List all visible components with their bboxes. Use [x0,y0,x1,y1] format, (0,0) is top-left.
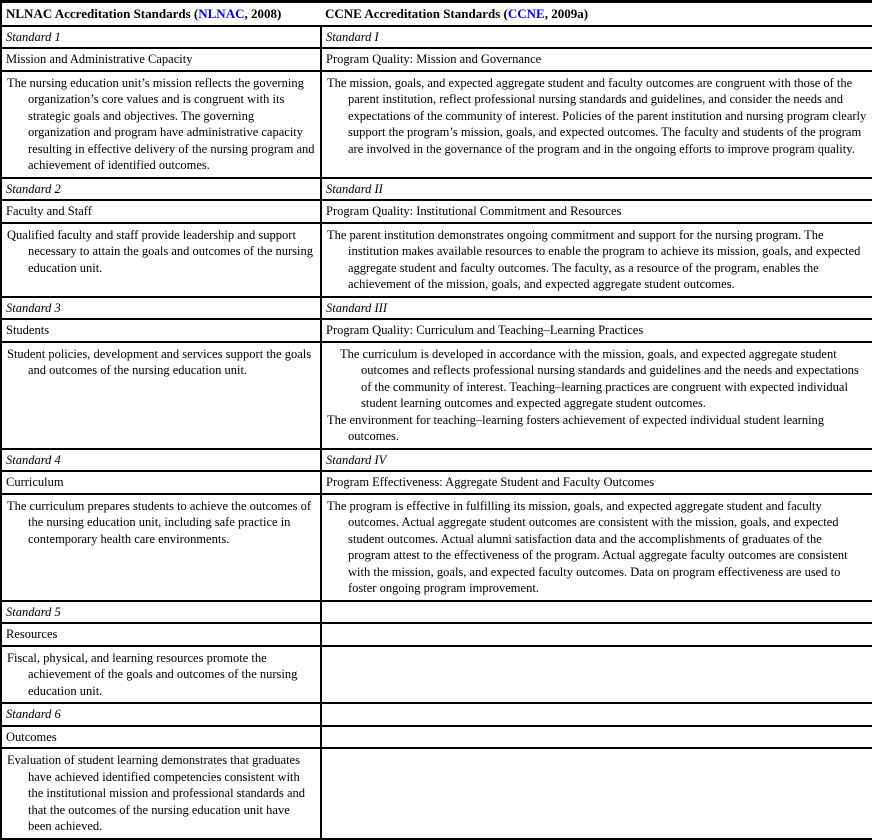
ccne-standard-3-title: Program Quality: Curriculum and Teaching–Learning Practices [321,319,872,342]
nlnac-header-cell [1,2,321,26]
standard-number-row [1,703,872,726]
nlnac-standard-5-title: Resources [1,623,321,646]
nlnac-citation-link[interactable]: NLNAC [198,5,245,21]
ccne-standard-4-title: Program Effectiveness: Aggregate Student and Faculty Outcomes [321,471,872,494]
ccne-standard-4-body [321,494,872,601]
ccne-header-cell [321,2,872,26]
standard-number-row [1,449,872,472]
ccne-standard-1-title: Program Quality: Mission and Governance [321,48,872,71]
standard-body-row [1,223,872,297]
ccne-standard-3-body [321,342,872,449]
ccne-standard-2-body [321,223,872,297]
standard-title-row [1,319,872,342]
standard-body-row [1,646,872,704]
body-paragraph: The nursing education unit’s mission reflects the governing organization’s core values and is congruent with its strategic goals and objectives. The governing organization and program have administrative capacity resulting in effective delivery of the nursing program and achievement of identified outcomes. [7,75,315,172]
ccne-standard-3-label: Standard III [321,297,872,320]
ccne-header-suffix: , 2009a) [544,5,589,21]
nlnac-standard-2-body [1,223,321,297]
nlnac-standard-5-body [1,646,321,704]
body-paragraph: The parent institution demonstrates ongoing commitment and support for the nursing program. The institution makes available resources to enable the program to achieve its mission, goals, and expected aggregate student and faculty outcomes. The faculty, as a resource of the program, enables the achievement of the mission, goals, and expected aggregate student outcomes. [327,227,861,291]
standard-title-row [1,471,872,494]
nlnac-standard-4-body [1,494,321,601]
body-paragraph: Qualified faculty and staff provide leadership and support necessary to attain the goals and outcomes of the nursing education unit. [7,227,313,275]
ccne-standard-5-title [321,623,872,646]
nlnac-header-prefix: NLNAC Accreditation Standards ( [6,5,199,21]
table-header-row [1,2,872,26]
standard-number-row [1,26,872,49]
nlnac-standard-6-body [1,748,321,839]
standard-number-row [1,297,872,320]
ccne-citation-link[interactable]: CCNE [507,5,545,21]
standard-title-row [1,200,872,223]
body-paragraph: The program is effective in fulfilling its mission, goals, and expected aggregate student and faculty outcomes. Actual aggregate student outcomes are consistent with the mission, goals, and expected student outcomes. Actual alumni satisfaction data and the accomplishments of graduates of the program attest to the effectiveness of the program. Actual aggregate faculty outcomes are consistent with the mission, goals, and expected faculty outcomes. Data on program effectiveness are used to foster ongoing program improvement. [327,498,848,595]
standard-body-row [1,748,872,839]
nlnac-standard-4-title: Curriculum [1,471,321,494]
standard-body-row [1,342,872,449]
standard-number-row [1,601,872,624]
body-paragraph: The environment for teaching–learning fosters achievement of expected individual student learning outcomes. [327,412,825,443]
ccne-standard-5-label [321,601,872,624]
nlnac-standard-5-label: Standard 5 [1,601,321,624]
nlnac-standard-1-body [1,71,321,178]
nlnac-standard-4-label: Standard 4 [1,449,321,472]
body-paragraph: The curriculum is developed in accordance with the mission, goals, and expected aggregate student outcomes and reflects professional nursing standards and guidelines and the needs and expectations of the community of interest. Teaching–learning practices are congruent with expected individual student learning outcomes and expected aggregate student outcomes. [340,346,859,410]
nlnac-standard-1-title: Mission and Administrative Capacity [1,48,321,71]
nlnac-header-suffix: , 2008) [244,5,282,21]
nlnac-standard-6-label: Standard 6 [1,703,321,726]
ccne-header-prefix: CCNE Accreditation Standards ( [325,5,508,21]
nlnac-standard-3-title: Students [1,319,321,342]
body-paragraph: Fiscal, physical, and learning resources promote the achievement of the goals and outcomes of the nursing education unit. [7,650,298,698]
ccne-standard-2-title: Program Quality: Institutional Commitment and Resources [321,200,872,223]
body-paragraph: The curriculum prepares students to achieve the outcomes of the nursing education unit, including safe practice in contemporary health care environments. [7,498,312,546]
ccne-standard-6-body [321,748,872,839]
body-paragraph: Student policies, development and services support the goals and outcomes of the nursing education unit. [7,346,312,377]
standard-title-row [1,48,872,71]
standard-body-row [1,494,872,601]
standard-number-row [1,178,872,201]
standard-body-row [1,71,872,178]
nlnac-standard-6-title: Outcomes [1,726,321,749]
body-paragraph: The mission, goals, and expected aggregate student and faculty outcomes are congruent with those of the parent institution, reflect professional nursing standards and guidelines, and consider the needs and expectations of the community of interest. Policies of the parent institution and nursing program clearly support the program’s mission, goals, and expected outcomes. The faculty and students of the program are involved in the governance of the program and in the ongoing efforts to improve program quality. [327,75,867,156]
nlnac-standard-2-label: Standard 2 [1,178,321,201]
body-paragraph: Evaluation of student learning demonstrates that graduates have achieved identified competencies consistent with the institutional mission and professional standards and that the outcomes of the nursing education unit have been achieved. [7,753,306,833]
nlnac-standard-2-title: Faculty and Staff [1,200,321,223]
ccne-standard-4-label: Standard IV [321,449,872,472]
ccne-standard-5-body [321,646,872,704]
nlnac-standard-1-label: Standard 1 [1,26,321,49]
ccne-standard-2-label: Standard II [321,178,872,201]
nlnac-standard-3-label: Standard 3 [1,297,321,320]
ccne-standard-6-label [321,703,872,726]
ccne-standard-6-title [321,726,872,749]
ccne-standard-1-body [321,71,872,178]
ccne-standard-1-label: Standard I [321,26,872,49]
standard-title-row [1,623,872,646]
standard-title-row [1,726,872,749]
nlnac-standard-3-body [1,342,321,449]
